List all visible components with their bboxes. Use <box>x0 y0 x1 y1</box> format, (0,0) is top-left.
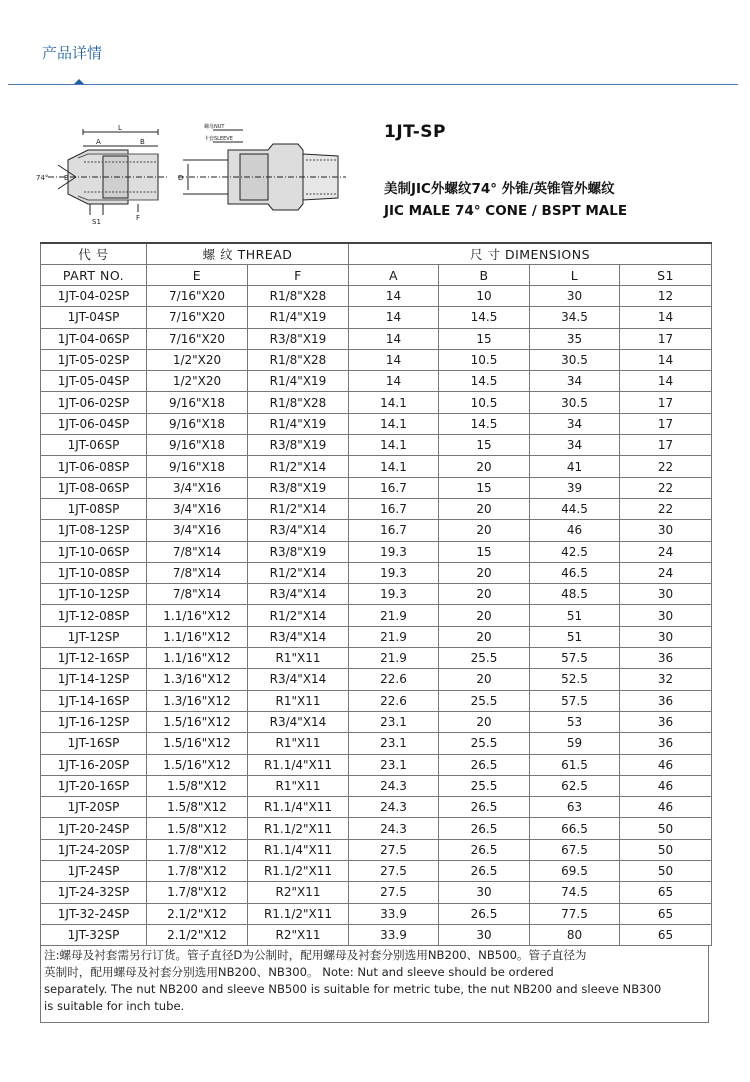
column-header: F <box>248 265 349 286</box>
table-cell: 61.5 <box>530 754 620 775</box>
table-cell: R1/8"X28 <box>248 392 349 413</box>
table-cell: 26.5 <box>439 839 530 860</box>
table-cell: 25.5 <box>439 648 530 669</box>
table-cell: 24 <box>620 541 712 562</box>
table-cell: 30.5 <box>530 349 620 370</box>
table-cell: 69.5 <box>530 861 620 882</box>
column-header: E <box>147 265 248 286</box>
table-row <box>41 562 712 583</box>
table-cell: 63 <box>530 797 620 818</box>
column-header: L <box>530 265 620 286</box>
table-cell: 34 <box>530 413 620 434</box>
table-cell: 15 <box>439 435 530 456</box>
table-cell: 41 <box>530 456 620 477</box>
table-cell: R3/4"X14 <box>248 584 349 605</box>
table-cell: 10 <box>439 286 530 307</box>
table-cell: 74.5 <box>530 882 620 903</box>
table-cell: 36 <box>620 648 712 669</box>
table-cell: 36 <box>620 690 712 711</box>
table-cell: 1JT-20SP <box>41 797 147 818</box>
table-cell: 21.9 <box>349 626 439 647</box>
table-cell: 20 <box>439 711 530 732</box>
table-row <box>41 711 712 732</box>
note-line: 注:螺母及衬套需另行订货。管子直径D为公制时，配用螺母及衬套分别选用NB200、NB500。管子直径为 <box>44 948 587 962</box>
table-cell: 1JT-12-16SP <box>41 648 147 669</box>
table-cell: 1JT-05-02SP <box>41 349 147 370</box>
table-cell: 66.5 <box>530 818 620 839</box>
table-cell: 14 <box>620 307 712 328</box>
table-cell: 14 <box>620 349 712 370</box>
table-cell: 20 <box>439 584 530 605</box>
table-cell: 17 <box>620 413 712 434</box>
table-cell: 1.5/8"X12 <box>147 775 248 796</box>
table-cell: 1.5/8"X12 <box>147 818 248 839</box>
table-cell: 12 <box>620 286 712 307</box>
table-cell: 59 <box>530 733 620 754</box>
header-thread: 螺 纹 THREAD <box>147 243 349 265</box>
table-cell: 9/16"X18 <box>147 456 248 477</box>
table-cell: 20 <box>439 562 530 583</box>
table-cell: 35 <box>530 328 620 349</box>
header-title: 产品详情 <box>42 44 103 62</box>
table-row <box>41 584 712 605</box>
table-cell: 30 <box>439 882 530 903</box>
sleeve-label: 卡套SLEEVE <box>204 136 233 142</box>
table-cell: 51 <box>530 605 620 626</box>
table-cell: 1.7/8"X12 <box>147 839 248 860</box>
table-cell: 14 <box>620 371 712 392</box>
table-cell: 32 <box>620 669 712 690</box>
table-cell: 36 <box>620 711 712 732</box>
table-cell: 22 <box>620 477 712 498</box>
table-cell: R3/4"X14 <box>248 711 349 732</box>
column-header: S1 <box>620 265 712 286</box>
column-header: B <box>439 265 530 286</box>
table-cell: 24.3 <box>349 775 439 796</box>
table-cell: R3/4"X14 <box>248 520 349 541</box>
table-row <box>41 413 712 434</box>
table-header-row-2 <box>41 265 712 286</box>
table-cell: 26.5 <box>439 754 530 775</box>
table-row <box>41 520 712 541</box>
table-cell: R1.1/2"X11 <box>248 903 349 924</box>
table-cell: 20 <box>439 456 530 477</box>
table-cell: 1JT-08-06SP <box>41 477 147 498</box>
table-cell: 1JT-04-06SP <box>41 328 147 349</box>
table-cell: 14 <box>349 371 439 392</box>
table-row <box>41 882 712 903</box>
table-cell: 23.1 <box>349 733 439 754</box>
table-cell: 65 <box>620 924 712 945</box>
table-cell: 1.3/16"X12 <box>147 669 248 690</box>
table-cell: 22.6 <box>349 669 439 690</box>
dim-label-B: B <box>140 138 145 146</box>
table-cell: 50 <box>620 818 712 839</box>
table-cell: 1JT-10-06SP <box>41 541 147 562</box>
table-row <box>41 286 712 307</box>
table-cell: 9/16"X18 <box>147 413 248 434</box>
table-cell: 30.5 <box>530 392 620 413</box>
table-cell: 46.5 <box>530 562 620 583</box>
table-cell: 25.5 <box>439 775 530 796</box>
table-cell: 17 <box>620 392 712 413</box>
table-cell: R1.1/4"X11 <box>248 754 349 775</box>
table-cell: 1.5/16"X12 <box>147 711 248 732</box>
table-cell: 1JT-20-16SP <box>41 775 147 796</box>
table-cell: 39 <box>530 477 620 498</box>
table-cell: R3/8"X19 <box>248 477 349 498</box>
table-cell: 14.1 <box>349 392 439 413</box>
table-cell: 3/4"X16 <box>147 498 248 519</box>
table-row <box>41 435 712 456</box>
dim-label-S1: S1 <box>92 218 101 226</box>
product-subtitle-cn: 美制JIC外螺纹74° 外锥/英锥管外螺纹 <box>384 181 615 197</box>
header-code: 代 号 <box>41 243 147 265</box>
table-cell: 1JT-20-24SP <box>41 818 147 839</box>
table-cell: 20 <box>439 498 530 519</box>
table-cell: 14 <box>349 328 439 349</box>
table-cell: 1JT-08-12SP <box>41 520 147 541</box>
table-cell: 7/16"X20 <box>147 307 248 328</box>
table-cell: 19.3 <box>349 541 439 562</box>
table-cell: 44.5 <box>530 498 620 519</box>
table-cell: 62.5 <box>530 775 620 796</box>
dim-label-A: A <box>96 138 101 146</box>
table-cell: R2"X11 <box>248 882 349 903</box>
table-cell: 14.1 <box>349 435 439 456</box>
table-cell: 36 <box>620 733 712 754</box>
table-cell: R3/4"X14 <box>248 626 349 647</box>
table-cell: 7/16"X20 <box>147 328 248 349</box>
note-line: 英制时，配用螺母及衬套分别选用NB200、NB300。 Note: Nut and sleeve should be ordered <box>44 965 554 979</box>
table-cell: 1.7/8"X12 <box>147 882 248 903</box>
table-cell: R1.1/2"X11 <box>248 818 349 839</box>
table-cell: 14 <box>349 349 439 370</box>
dim-label-D: D <box>178 174 184 182</box>
table-row <box>41 498 712 519</box>
table-cell: 1JT-06-02SP <box>41 392 147 413</box>
table-cell: 30 <box>620 605 712 626</box>
column-header: PART NO. <box>41 265 147 286</box>
spec-table <box>40 242 712 946</box>
table-cell: 19.3 <box>349 584 439 605</box>
table-cell: 21.9 <box>349 648 439 669</box>
table-cell: 1JT-04-02SP <box>41 286 147 307</box>
dim-label-L: L <box>118 124 122 132</box>
table-cell: 1JT-14-16SP <box>41 690 147 711</box>
table-cell: 9/16"X18 <box>147 435 248 456</box>
table-cell: R1"X11 <box>248 690 349 711</box>
dim-label-angle: 74° <box>36 174 49 182</box>
table-cell: 23.1 <box>349 711 439 732</box>
table-cell: 1JT-05-04SP <box>41 371 147 392</box>
table-cell: 17 <box>620 328 712 349</box>
table-cell: R1.1/4"X11 <box>248 797 349 818</box>
table-cell: 24.3 <box>349 818 439 839</box>
table-cell: 20 <box>439 669 530 690</box>
table-cell: 25.5 <box>439 690 530 711</box>
table-cell: 1JT-06-04SP <box>41 413 147 434</box>
table-cell: 3/4"X16 <box>147 520 248 541</box>
table-cell: R1/2"X14 <box>248 562 349 583</box>
table-cell: 1.1/16"X12 <box>147 605 248 626</box>
table-cell: R1/8"X28 <box>248 349 349 370</box>
table-cell: 1.1/16"X12 <box>147 648 248 669</box>
table-row <box>41 797 712 818</box>
table-cell: 46 <box>530 520 620 541</box>
table-cell: 27.5 <box>349 839 439 860</box>
dim-label-E: E <box>64 174 69 182</box>
table-row <box>41 818 712 839</box>
table-cell: 67.5 <box>530 839 620 860</box>
column-header: A <box>349 265 439 286</box>
table-row <box>41 307 712 328</box>
table-cell: 46 <box>620 775 712 796</box>
table-body <box>41 286 712 946</box>
table-cell: 16.7 <box>349 498 439 519</box>
table-cell: 22 <box>620 498 712 519</box>
table-cell: 50 <box>620 839 712 860</box>
product-subtitle-en: JIC MALE 74° CONE / BSPT MALE <box>384 203 628 219</box>
table-cell: R1.1/4"X11 <box>248 839 349 860</box>
table-cell: 1JT-08SP <box>41 498 147 519</box>
table-cell: 14.5 <box>439 371 530 392</box>
table-cell: 7/8"X14 <box>147 562 248 583</box>
table-cell: 7/8"X14 <box>147 584 248 605</box>
table-cell: 57.5 <box>530 648 620 669</box>
table-row <box>41 349 712 370</box>
table-row <box>41 541 712 562</box>
table-cell: 57.5 <box>530 690 620 711</box>
table-cell: 22 <box>620 456 712 477</box>
table-cell: R3/8"X19 <box>248 541 349 562</box>
table-cell: 33.9 <box>349 924 439 945</box>
table-cell: R1/4"X19 <box>248 413 349 434</box>
table-cell: 1JT-14-12SP <box>41 669 147 690</box>
table-cell: 10.5 <box>439 392 530 413</box>
table-cell: 1.1/16"X12 <box>147 626 248 647</box>
table-cell: R3/4"X14 <box>248 669 349 690</box>
table-cell: 65 <box>620 903 712 924</box>
table-cell: 1.7/8"X12 <box>147 861 248 882</box>
product-title-block <box>384 122 724 219</box>
table-cell: 48.5 <box>530 584 620 605</box>
table-cell: 24.3 <box>349 797 439 818</box>
table-cell: 1JT-06-08SP <box>41 456 147 477</box>
table-cell: R1.1/2"X11 <box>248 861 349 882</box>
table-cell: 1.5/16"X12 <box>147 733 248 754</box>
table-cell: 30 <box>620 520 712 541</box>
table-cell: 1JT-12-08SP <box>41 605 147 626</box>
table-cell: 77.5 <box>530 903 620 924</box>
header-divider <box>8 84 738 85</box>
table-row <box>41 626 712 647</box>
table-cell: 25.5 <box>439 733 530 754</box>
table-row <box>41 648 712 669</box>
table-cell: 7/16"X20 <box>147 286 248 307</box>
table-cell: 30 <box>439 924 530 945</box>
table-cell: 30 <box>620 584 712 605</box>
table-cell: 27.5 <box>349 882 439 903</box>
table-cell: R1/8"X28 <box>248 286 349 307</box>
table-row <box>41 861 712 882</box>
dim-label-F: F <box>136 214 141 222</box>
table-cell: 1JT-16SP <box>41 733 147 754</box>
table-cell: 30 <box>620 626 712 647</box>
table-cell: 19.3 <box>349 562 439 583</box>
table-cell: R3/8"X19 <box>248 328 349 349</box>
header-marker-icon <box>74 79 84 84</box>
table-row <box>41 392 712 413</box>
table-cell: 34 <box>530 435 620 456</box>
table-cell: 1/2"X20 <box>147 349 248 370</box>
table-cell: 2.1/2"X12 <box>147 924 248 945</box>
table-cell: 1JT-16-20SP <box>41 754 147 775</box>
table-row <box>41 733 712 754</box>
table-cell: R1"X11 <box>248 775 349 796</box>
table-cell: 24 <box>620 562 712 583</box>
table-cell: 17 <box>620 435 712 456</box>
table-cell: 15 <box>439 541 530 562</box>
table-cell: 34 <box>530 371 620 392</box>
table-cell: 51 <box>530 626 620 647</box>
table-cell: 1JT-10-08SP <box>41 562 147 583</box>
table-cell: 14 <box>349 307 439 328</box>
table-cell: 3/4"X16 <box>147 477 248 498</box>
table-cell: 1JT-32-24SP <box>41 903 147 924</box>
table-cell: 1JT-06SP <box>41 435 147 456</box>
table-cell: 1.3/16"X12 <box>147 690 248 711</box>
table-cell: 2.1/2"X12 <box>147 903 248 924</box>
note-line: is suitable for inch tube. <box>44 999 185 1013</box>
table-cell: R1/4"X19 <box>248 307 349 328</box>
table-row <box>41 903 712 924</box>
table-cell: 1.5/8"X12 <box>147 797 248 818</box>
table-cell: 10.5 <box>439 349 530 370</box>
table-cell: R1"X11 <box>248 648 349 669</box>
table-cell: 14 <box>349 286 439 307</box>
header-dimensions: 尺 寸 DIMENSIONS <box>349 243 712 265</box>
table-cell: 1JT-24-32SP <box>41 882 147 903</box>
table-cell: 1JT-32SP <box>41 924 147 945</box>
table-row <box>41 477 712 498</box>
table-cell: 1JT-24SP <box>41 861 147 882</box>
table-cell: 42.5 <box>530 541 620 562</box>
product-model: 1JT-SP <box>384 122 447 142</box>
table-cell: 53 <box>530 711 620 732</box>
table-cell: 20 <box>439 626 530 647</box>
table-cell: 20 <box>439 520 530 541</box>
table-row <box>41 924 712 945</box>
table-cell: 1JT-24-20SP <box>41 839 147 860</box>
table-row <box>41 456 712 477</box>
table-cell: 14.5 <box>439 413 530 434</box>
technical-drawing <box>28 120 348 230</box>
table-cell: 22.6 <box>349 690 439 711</box>
table-cell: 33.9 <box>349 903 439 924</box>
table-cell: 46 <box>620 797 712 818</box>
table-cell: 15 <box>439 477 530 498</box>
table-cell: 34.5 <box>530 307 620 328</box>
table-row <box>41 371 712 392</box>
table-cell: 26.5 <box>439 818 530 839</box>
table-cell: 65 <box>620 882 712 903</box>
table-header-row-1 <box>41 243 712 265</box>
table-cell: R1"X11 <box>248 733 349 754</box>
table-row <box>41 690 712 711</box>
table-cell: 1/2"X20 <box>147 371 248 392</box>
table-cell: R1/2"X14 <box>248 605 349 626</box>
table-cell: 7/8"X14 <box>147 541 248 562</box>
table-cell: 52.5 <box>530 669 620 690</box>
table-cell: 1JT-10-12SP <box>41 584 147 605</box>
table-cell: 80 <box>530 924 620 945</box>
order-note <box>40 945 709 1023</box>
table-row <box>41 605 712 626</box>
table-cell: 23.1 <box>349 754 439 775</box>
table-cell: 30 <box>530 286 620 307</box>
table-cell: R1/4"X19 <box>248 371 349 392</box>
table-cell: 26.5 <box>439 861 530 882</box>
nut-label: 螺母NUT <box>204 124 225 130</box>
table-cell: R3/8"X19 <box>248 435 349 456</box>
table-cell: 15 <box>439 328 530 349</box>
table-cell: 46 <box>620 754 712 775</box>
table-cell: R1/2"X14 <box>248 498 349 519</box>
table-row <box>41 775 712 796</box>
table-row <box>41 328 712 349</box>
table-cell: R1/2"X14 <box>248 456 349 477</box>
table-cell: R2"X11 <box>248 924 349 945</box>
table-cell: 16.7 <box>349 477 439 498</box>
table-cell: 1.5/16"X12 <box>147 754 248 775</box>
table-row <box>41 754 712 775</box>
table-cell: 1JT-12SP <box>41 626 147 647</box>
table-cell: 14.5 <box>439 307 530 328</box>
table-row <box>41 669 712 690</box>
table-row <box>41 839 712 860</box>
table-cell: 50 <box>620 861 712 882</box>
table-cell: 16.7 <box>349 520 439 541</box>
table-cell: 21.9 <box>349 605 439 626</box>
page-header <box>0 0 750 90</box>
table-cell: 20 <box>439 605 530 626</box>
table-cell: 26.5 <box>439 903 530 924</box>
table-cell: 14.1 <box>349 413 439 434</box>
table-cell: 1JT-04SP <box>41 307 147 328</box>
note-line: separately. The nut NB200 and sleeve NB500 is suitable for metric tube, the nut NB200 and sleeve NB300 <box>44 982 662 996</box>
table-cell: 9/16"X18 <box>147 392 248 413</box>
table-cell: 27.5 <box>349 861 439 882</box>
table-cell: 14.1 <box>349 456 439 477</box>
table-cell: 1JT-16-12SP <box>41 711 147 732</box>
table-cell: 26.5 <box>439 797 530 818</box>
